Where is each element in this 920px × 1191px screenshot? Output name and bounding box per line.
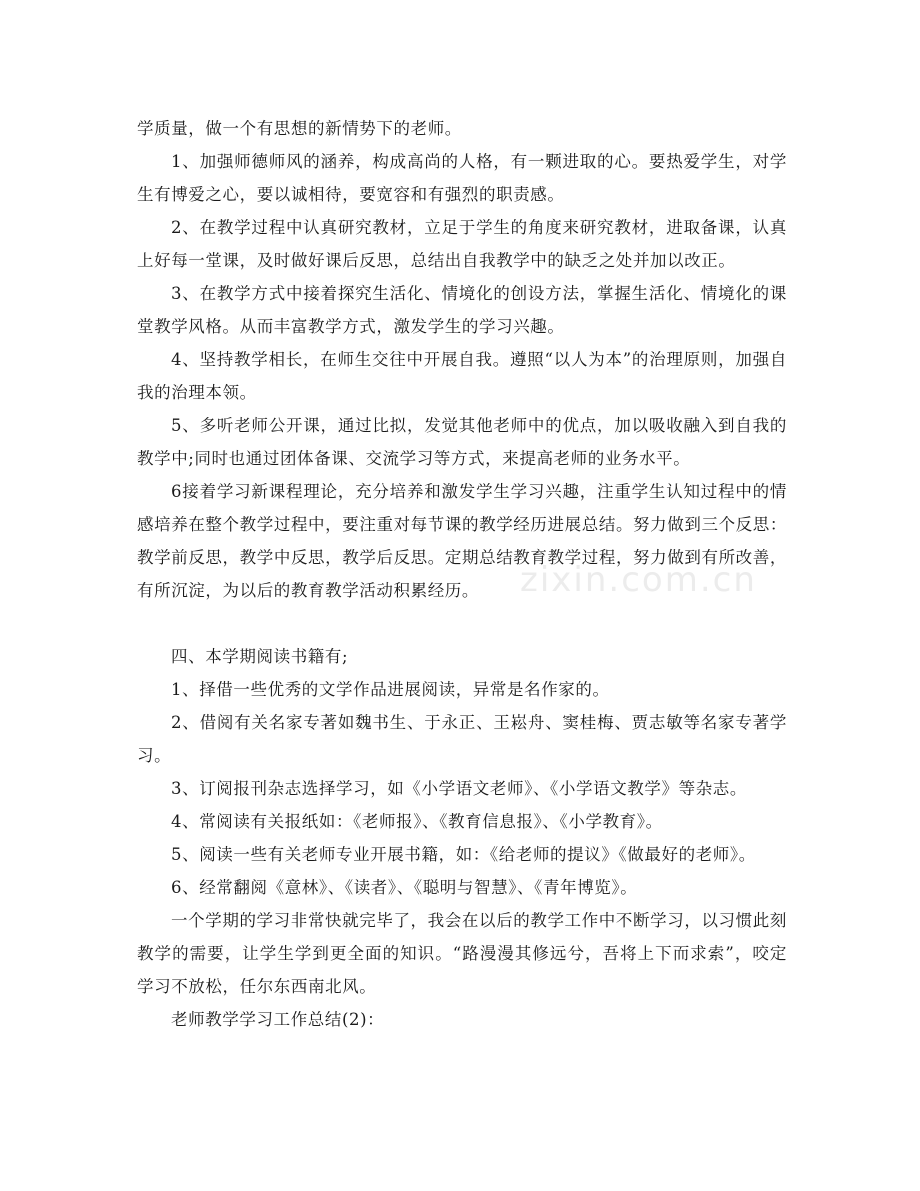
watermark: zixin.com.cn xyxy=(520,560,757,600)
paragraph-item-1: 1、加强师德师风的涵养，构成高尚的人格，有一颗进取的心。要热爱学生，对学生有博爱之心，要以诚相待，要宽容和有强烈的职责感。 xyxy=(137,152,787,204)
reading-item-2: 2、借阅有关名家专著如魏书生、于永正、王崧舟、窦桂梅、贾志敏等名家专著学习。 xyxy=(137,713,787,765)
paragraph-item-3: 3、在教学方式中接着探究生活化、情境化的创设方法，掌握生活化、情境化的课堂教学风格。从而丰富教学方式，激发学生的学习兴趣。 xyxy=(137,284,787,336)
paragraph-item-2: 2、在教学过程中认真研究教材，立足于学生的角度来研究教材，进取备课，认真上好每一堂课，及时做好课后反思，总结出自我教学中的缺乏之处并加以改正。 xyxy=(137,218,787,270)
paragraph-item-6: 6接着学习新课程理论，充分培养和激发学生学习兴趣，注重学生认知过程中的情感培养在整个教学过程中，要注重对每节课的教学经历进展总结。努力做到三个反思：教学前反思，教学中反思，教学后反思。定期总结教育教学过程，努力做到有所改善，有所沉淀，为以后的教育教学活动积累经历。 xyxy=(137,482,787,600)
reading-item-3: 3、订阅报刊杂志选择学习，如《小学语文老师》、《小学语文教学》等杂志。 xyxy=(171,779,747,798)
reading-item-5: 5、阅读一些有关老师专业开展书籍，如：《给老师的提议》《做最好的老师》。 xyxy=(171,845,756,864)
reading-item-4: 4、常阅读有关报纸如：《老师报》、《教育信息报》、《小学教育》。 xyxy=(171,812,663,831)
paragraph-conclusion: 一个学期的学习非常快就完毕了，我会在以后的教学工作中不断学习，以习惯此刻教学的需要，让学生学到更全面的知识。“路漫漫其修远兮，吾将上下而求索”，咬定学习不放松，任尔东西南北风。 xyxy=(137,911,787,996)
section-title-summary-2: 老师教学学习工作总结(2)： xyxy=(171,1010,385,1029)
reading-item-6: 6、经常翻阅《意林》、《读者》、《聪明与智慧》、《青年博览》。 xyxy=(171,878,638,897)
paragraph-item-5: 5、多听老师公开课，通过比拟，发觉其他老师中的优点，加以吸收融入到自我的教学中;同时也通过团体备课、交流学习等方式，来提高老师的业务水平。 xyxy=(137,416,787,468)
section-heading-reading: 四、本学期阅读书籍有; xyxy=(171,647,349,666)
paragraph-intro-continuation: 学质量，做一个有思想的新情势下的老师。 xyxy=(137,119,462,138)
paragraph-item-4: 4、坚持教学相长，在师生交往中开展自我。遵照“以人为本”的治理原则，加强自我的治理本领。 xyxy=(137,350,787,402)
reading-item-1: 1、择借一些优秀的文学作品进展阅读，异常是名作家的。 xyxy=(171,680,610,699)
